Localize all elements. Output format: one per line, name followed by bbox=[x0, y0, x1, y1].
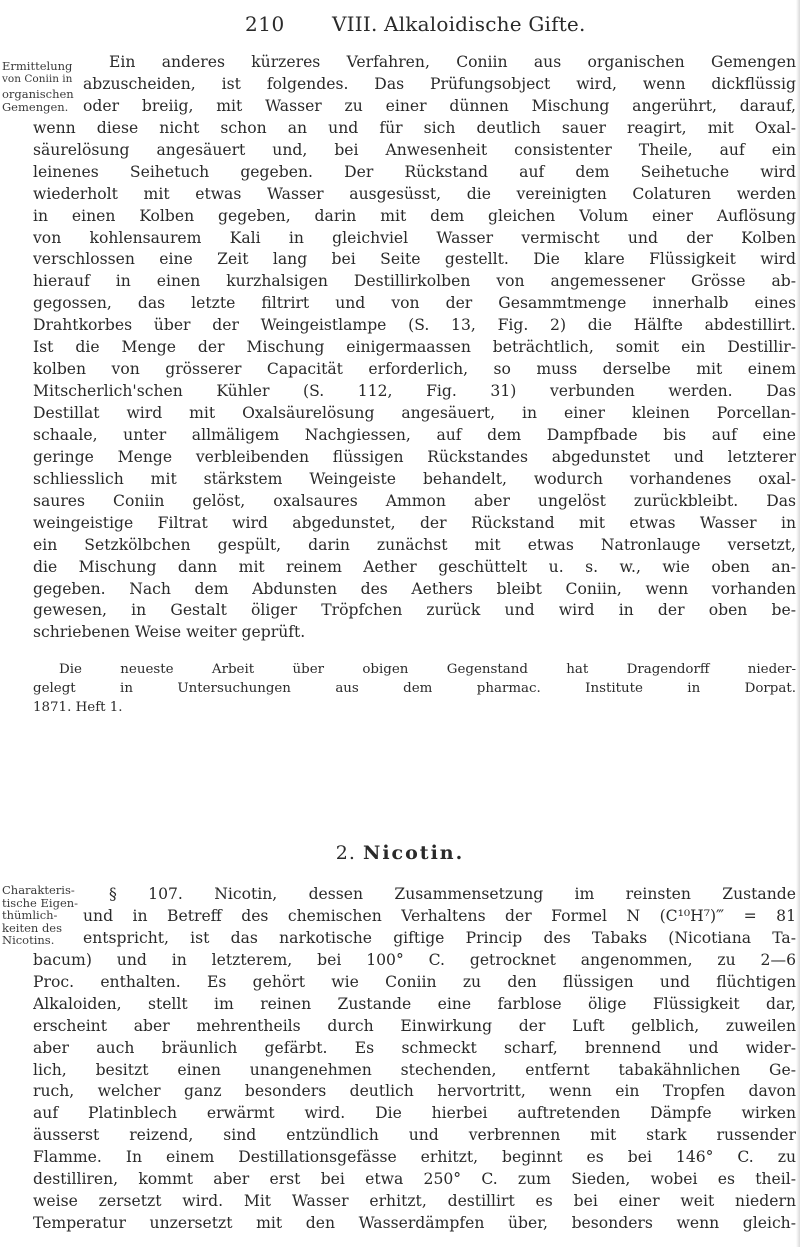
text-line: auf Platinblech erwärmt wird. Die hierbei auftretenden Dämpfe wirken bbox=[33, 1104, 796, 1123]
note-line: 1871. Heft 1. bbox=[33, 700, 123, 715]
text-line: Ist die Menge der Mischung einigermaassen beträchtlich, somit ein Destillir- bbox=[33, 338, 796, 357]
text-line: erscheint aber mehrentheils durch Einwirkung der Luft gelblich, zuweilen bbox=[33, 1016, 796, 1035]
text-line: Ein anderes kürzeres Verfahren, Coniin aus organischen Gemengen bbox=[109, 53, 796, 71]
text-line: ein Setzkölbchen gespült, darin zunächst mit etwas Natronlauge versetzt, bbox=[33, 535, 796, 554]
text-line: Flamme. In einem Destillationsgefässe erhitzt, beginnt es bei 146° C. zu bbox=[33, 1148, 796, 1167]
text-line: wenn diese nicht schon an und für sich deutlich sauer reagirt, mit Oxal- bbox=[33, 118, 796, 137]
text-line: weise zersetzt wird. Mit Wasser erhitzt, destillirt es bei einer weit niedern bbox=[33, 1192, 796, 1211]
margin-note-line: thümlich- bbox=[2, 908, 58, 922]
text-line: gewesen, in Gestalt öliger Tröpfchen zurück und wird in der oben be- bbox=[33, 601, 796, 620]
text-line: aber auch bräunlich gefärbt. Es schmeckt scharf, brennend und wider- bbox=[33, 1038, 796, 1057]
margin-note-coniin bbox=[2, 60, 76, 113]
text-line: die Mischung dann mit reinem Aether geschüttelt u. s. w., wie oben an- bbox=[33, 557, 796, 576]
text-line: säurelösung angesäuert und, bei Anwesenheit consistenter Theile, auf ein bbox=[33, 140, 796, 159]
section-title: Nicotin. bbox=[362, 842, 465, 864]
section-number: 2. bbox=[335, 842, 356, 864]
text-line: saures Coniin gelöst, oxalsaures Ammon aber ungelöst zurückbleibt. Das bbox=[33, 491, 796, 510]
text-line: entspricht, ist das narkotische giftige Princip des Tabaks (Nicotiana Ta- bbox=[83, 928, 796, 947]
text-line: und in Betreff des chemischen Verhaltens der Formel N (C¹⁰H⁷)‴ = 81 bbox=[83, 906, 796, 925]
text-line: oder breiig, mit Wasser zu einer dünnen Mischung angerührt, darauf, bbox=[83, 96, 796, 115]
section-heading-nicotin bbox=[0, 842, 800, 864]
text-line: weingeistige Filtrat wird abgedunstet, der Rückstand mit etwas Wasser in bbox=[33, 513, 796, 532]
text-line: äusserst reizend, sind entzündlich und verbrennen mit stark russender bbox=[33, 1126, 796, 1145]
text-line: lich, besitzt einen unangenehmen stechenden, entfernt tabakähnlichen Ge- bbox=[33, 1060, 796, 1079]
text-line: Drahtkorbes über der Weingeistlampe (S. 13, Fig. 2) die Hälfte abdestillirt. bbox=[33, 316, 796, 335]
margin-note-line: Gemengen. bbox=[2, 99, 69, 114]
text-line: leinenes Seihetuch gegeben. Der Rückstand auf dem Seihetuche wird bbox=[33, 162, 796, 181]
margin-note-line: Charakteris- bbox=[2, 883, 75, 897]
margin-note-line: keiten des bbox=[2, 920, 63, 935]
text-line: Temperatur unzersetzt mit den Wasserdämpfen über, besonders wenn gleich- bbox=[33, 1214, 796, 1233]
text-line: verschlossen eine Zeit lang bei Seite gestellt. Die klare Flüssigkeit wird bbox=[33, 250, 796, 269]
text-line: ruch, welcher ganz besonders deutlich hervortritt, wenn ein Tropfen davon bbox=[33, 1082, 796, 1101]
text-line: destilliren, kommt aber erst bei etwa 250° C. zum Sieden, wobei es theil- bbox=[33, 1170, 796, 1189]
note-line: gelegt in Untersuchungen aus dem pharmac. Institute in Dorpat. bbox=[33, 681, 796, 696]
text-line: Alkaloiden, stellt im reinen Zustande eine farblose ölige Flüssigkeit dar, bbox=[33, 994, 796, 1013]
note-line: Die neueste Arbeit über obigen Gegenstand hat Dragendorff nieder- bbox=[59, 662, 796, 677]
text-line: bacum) und in letzterem, bei 100° C. getrocknet angenommen, zu 2—6 bbox=[33, 950, 796, 969]
text-line: gegossen, das letzte filtrirt und von der Gesammtmenge innerhalb eines bbox=[33, 294, 796, 313]
text-line: Proc. enthalten. Es gehört wie Coniin zu den flüssigen und flüchtigen bbox=[33, 972, 796, 991]
text-line: gegeben. Nach dem Abdunsten des Aethers bleibt Coniin, wenn vorhanden bbox=[33, 579, 796, 598]
page-header bbox=[245, 12, 715, 40]
margin-note-line: tische Eigen- bbox=[2, 895, 79, 910]
text-line: in einen Kolben gegeben, darin mit dem gleichen Volum einer Auflösung bbox=[33, 206, 796, 225]
text-line: hierauf in einen kurzhalsigen Destillirkolben von angemessener Grösse ab- bbox=[33, 272, 796, 291]
literature-note bbox=[33, 660, 796, 717]
margin-note-nicotin bbox=[2, 883, 79, 947]
text-line: von kohlensaurem Kali in gleichviel Wasser vermischt und der Kolben bbox=[33, 228, 796, 247]
margin-note-line: von Coniin in bbox=[2, 72, 73, 85]
text-line: schliesslich mit stärkstem Weingeiste behandelt, wodurch vorhandenes oxal- bbox=[33, 469, 796, 488]
margin-note-line: Ermittelung bbox=[2, 59, 73, 73]
text-line: schaale, unter allmäligem Nachgiessen, auf dem Dampfbade bis auf eine bbox=[33, 425, 796, 444]
text-line: abzuscheiden, ist folgendes. Das Prüfungsobject wird, wenn dickflüssig bbox=[83, 74, 796, 93]
margin-note-line: Nicotins. bbox=[2, 933, 55, 947]
page-number: 210 bbox=[245, 12, 285, 36]
running-title: VIII. Alkaloidische Gifte. bbox=[332, 12, 586, 36]
margin-note-line: organischen bbox=[2, 87, 74, 101]
page-edge-shadow bbox=[796, 0, 800, 1247]
text-line: § 107. Nicotin, dessen Zusammensetzung im reinsten Zustande bbox=[109, 885, 796, 903]
text-line: Destillat wird mit Oxalsäurelösung angesäuert, in einer kleinen Porcellan- bbox=[33, 404, 796, 422]
text-line: Mitscherlich'schen Kühler (S. 112, Fig. 31) verbunden werden. Das bbox=[33, 382, 796, 401]
text-line: geringe Menge verbleibenden flüssigen Rückstandes abgedunstet und letzterer bbox=[33, 447, 796, 466]
text-line: wiederholt mit etwas Wasser ausgesüsst, die vereinigten Colaturen werden bbox=[33, 184, 796, 203]
text-line: kolben von grösserer Capacität erforderlich, so muss derselbe mit einem bbox=[33, 360, 796, 379]
text-line: schriebenen Weise weiter geprüft. bbox=[33, 623, 306, 642]
